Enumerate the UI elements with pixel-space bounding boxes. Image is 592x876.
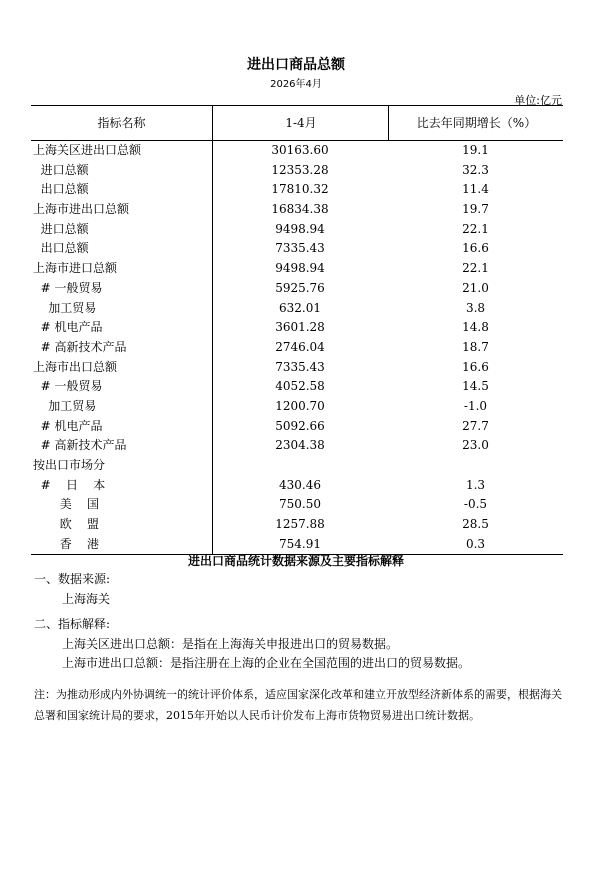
header-growth: 比去年同期增长（%） [388, 106, 564, 140]
row-growth: -0.5 [463, 497, 488, 512]
row-name: # 机电产品 [33, 320, 103, 335]
row-growth: 19.1 [462, 143, 489, 157]
row-name: # 日 本 [33, 477, 106, 492]
table-row [31, 476, 563, 496]
table-row [31, 495, 563, 515]
row-value: 9498.94 [275, 221, 325, 236]
row-value: 632.01 [279, 300, 321, 315]
table-row [31, 161, 563, 181]
source-label: 一、数据来源: [34, 572, 111, 586]
header-period: 1-4月 [212, 106, 389, 140]
row-growth [388, 456, 563, 476]
row-growth: -1.0 [463, 398, 488, 413]
row-growth: 1.3 [465, 477, 486, 492]
row-name: 加工贸易 [33, 398, 97, 413]
row-value: 5092.66 [275, 418, 325, 433]
row-value [212, 456, 388, 476]
unit-label: 单位:亿元 [514, 94, 562, 107]
page-title: 进出口商品总额 [247, 57, 345, 73]
table-row [31, 180, 563, 200]
row-growth: 22.1 [462, 261, 489, 276]
row-value: 5925.76 [275, 280, 325, 295]
row-growth: 11.4 [462, 182, 489, 197]
row-name: 按出口市场分 [33, 458, 106, 472]
table-row [31, 358, 563, 378]
row-growth: 22.1 [462, 221, 489, 236]
table-row [31, 299, 563, 319]
row-value: 2304.38 [275, 438, 325, 453]
row-value: 16834.38 [271, 202, 329, 217]
table-row [31, 141, 563, 161]
explain-item-2: 上海市进出口总额：是指注册在上海的企业在全国范围的进出口的贸易数据。 [62, 656, 471, 670]
row-name: 出口总额 [33, 241, 89, 256]
source-value: 上海海关 [62, 592, 111, 606]
row-name: # 机电产品 [33, 418, 103, 433]
table-header [31, 105, 563, 141]
row-value: 1257.88 [275, 517, 325, 532]
row-name: 上海关区进出口总额 [33, 143, 142, 157]
row-value: 750.50 [279, 497, 321, 512]
footnote: 注：为推动形成内外协调统一的统计评价体系，适应国家深化改革和建立开放型经济新体系的需要，根据海关总署和国家统计局的要求，2015年开始以人民币计价发布上海市货物贸易进出口统计数据。 [34, 688, 562, 722]
table-row [31, 279, 563, 299]
row-value: 7335.43 [275, 241, 325, 256]
row-growth: 0.3 [465, 536, 486, 551]
row-growth: 3.8 [465, 300, 486, 315]
row-value: 3601.28 [275, 320, 325, 335]
row-name: 上海市进口总额 [33, 261, 118, 276]
row-value: 430.46 [279, 477, 321, 492]
row-growth: 27.7 [462, 418, 489, 433]
data-table [31, 105, 563, 555]
row-growth: 18.7 [462, 339, 489, 354]
row-name: # 高新技术产品 [33, 438, 127, 453]
header-indicator-name: 指标名称 [97, 116, 146, 130]
row-growth: 14.5 [462, 379, 489, 394]
row-name: # 一般贸易 [33, 379, 103, 394]
row-name: 加工贸易 [33, 300, 97, 315]
row-value: 12353.28 [271, 162, 329, 177]
row-name: 美 国 [33, 497, 99, 512]
table-row [31, 436, 563, 456]
row-value: 1200.70 [275, 398, 325, 413]
row-value: 4052.58 [275, 379, 325, 394]
row-growth: 21.0 [462, 280, 489, 295]
row-value: 17810.32 [271, 182, 329, 197]
row-growth: 19.7 [462, 202, 489, 217]
row-name: 上海市出口总额 [33, 359, 118, 374]
row-name: 出口总额 [33, 182, 89, 197]
row-value: 9498.94 [275, 261, 325, 276]
row-growth: 16.6 [462, 241, 489, 256]
table-row [31, 456, 563, 476]
page-subtitle: 2026年4月 [270, 79, 322, 90]
explain-item-1: 上海关区进出口总额：是指在上海海关申报进出口的贸易数据。 [62, 637, 399, 651]
table-body [31, 141, 563, 554]
table-row [31, 220, 563, 240]
table-row [31, 259, 563, 279]
table-row [31, 239, 563, 259]
row-name: 进口总额 [33, 221, 89, 236]
notes-heading: 进出口商品统计数据来源及主要指标解释 [187, 554, 404, 568]
table-row [31, 200, 563, 220]
table-row [31, 397, 563, 417]
row-name: 欧 盟 [33, 517, 99, 532]
row-growth: 32.3 [462, 162, 489, 177]
row-growth: 14.8 [462, 320, 489, 335]
row-growth: 23.0 [462, 438, 489, 453]
table-row [31, 515, 563, 535]
row-name: 上海市进出口总额 [33, 202, 130, 217]
table-row [31, 377, 563, 397]
row-name: 香 港 [33, 536, 99, 551]
table-row [31, 417, 563, 437]
row-name: 进口总额 [33, 162, 89, 177]
row-value: 30163.60 [271, 143, 329, 157]
row-name: # 一般贸易 [33, 280, 103, 295]
row-growth: 28.5 [462, 517, 489, 532]
row-value: 2746.04 [275, 339, 325, 354]
explain-label: 二、指标解释: [34, 617, 111, 631]
row-name: # 高新技术产品 [33, 339, 127, 354]
table-row [31, 318, 563, 338]
row-value: 7335.43 [275, 359, 325, 374]
table-row [31, 338, 563, 358]
row-growth: 16.6 [462, 359, 489, 374]
row-value: 754.91 [279, 536, 321, 551]
